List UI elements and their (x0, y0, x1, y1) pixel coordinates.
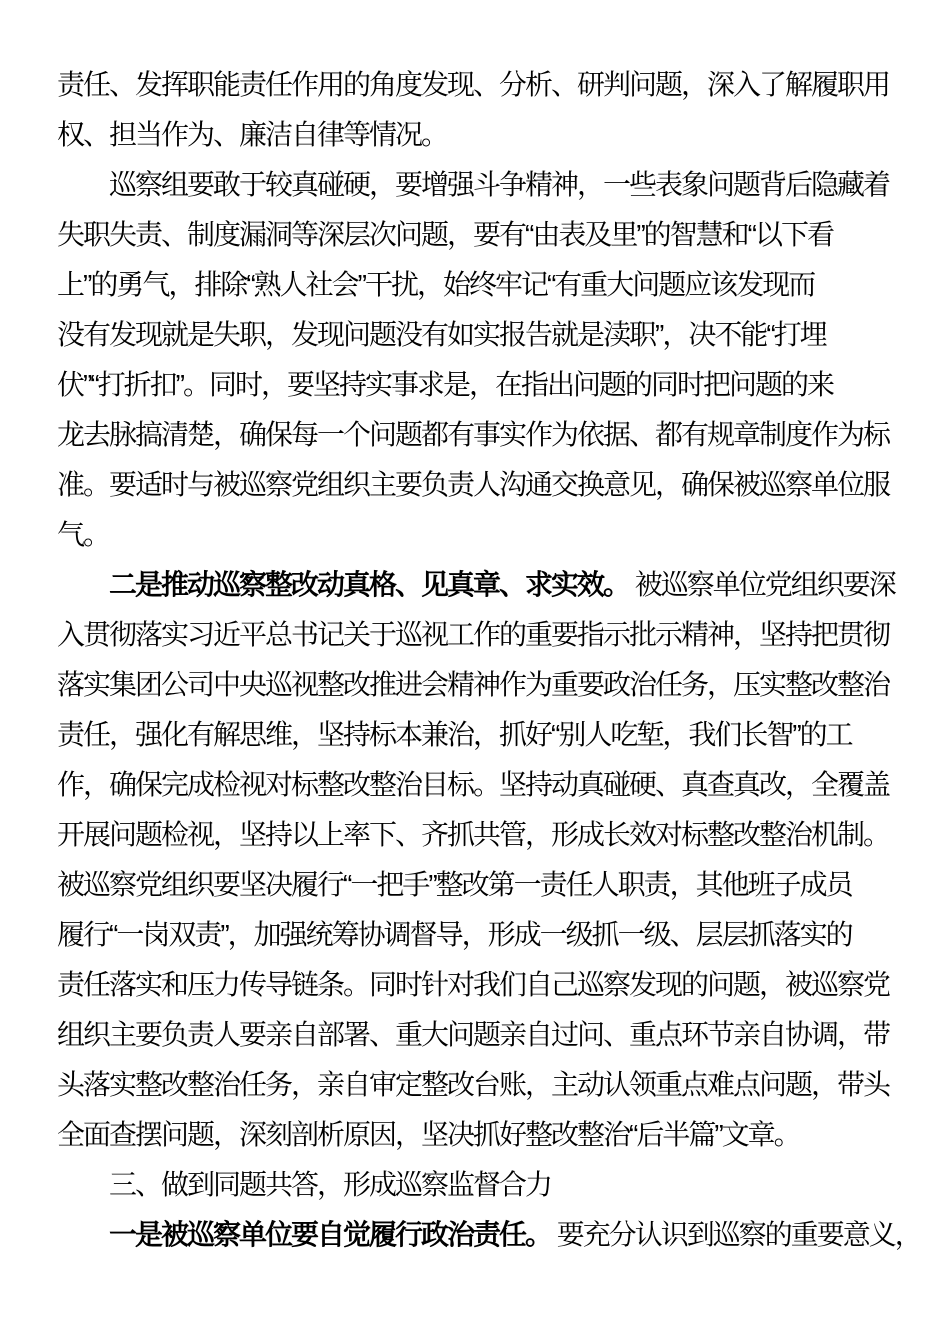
text-line (57, 410, 893, 460)
line-text: 责任落实和压力传导链条。同时针对我们自己巡察发现的问题，被巡察党 (57, 969, 890, 1000)
text-line (57, 810, 893, 860)
line-text: 没有发现就是失职，发现问题没有如实报告就是渎职”，决不能“打埋 (57, 319, 826, 350)
line-text: 三、做到同题共答，形成巡察监督合力 (109, 1169, 552, 1200)
text-line (57, 310, 893, 360)
line-text: 落实集团公司中央巡视整改推进会精神作为重要政治任务，压实整改整治 (57, 669, 890, 700)
text-line (57, 710, 893, 760)
line-text: 入贯彻落实习近平总书记关于巡视工作的重要指示批示精神，坚持把贯彻 (57, 619, 890, 650)
text-line (57, 1060, 893, 1110)
line-text: 失职失责、制度漏洞等深层次问题，要有“由表及里”的智慧和“以下看 (57, 219, 833, 250)
text-line (57, 1110, 893, 1160)
emphasis-text: 二是推动巡察整改动真格、见真章、求实效。 (109, 569, 630, 600)
text-line (57, 560, 893, 610)
line-text: 履行“一岗双责”，加强统筹协调督导，形成一级抓一级、层层抓落实的 (57, 919, 852, 950)
text-line (57, 1210, 921, 1260)
text-line (57, 160, 893, 210)
text-line (57, 1010, 893, 1060)
line-text: 准。要适时与被巡察党组织主要负责人沟通交换意见，确保被巡察单位服 (57, 469, 890, 500)
line-text: 全面查摆问题，深刻剖析原因，坚决抓好整改整治“后半篇”文章。 (57, 1119, 800, 1150)
text-line (57, 910, 893, 960)
text-line (57, 960, 893, 1010)
line-text: 权、担当作为、廉洁自律等情况。 (57, 119, 448, 150)
text-line (57, 760, 893, 810)
line-text: 头落实整改整治任务，亲自审定整改台账，主动认领重点难点问题，带头 (57, 1069, 890, 1100)
line-text: 巡察组要敢于较真碰硬，要增强斗争精神，一些表象问题背后隐藏着 (109, 169, 890, 200)
line-text: 上”的勇气，排除“熟人社会”干扰，始终牢记“有重大问题应该发现而 (57, 269, 815, 300)
line-text: 责任，强化有解思维，坚持标本兼治，抓好“别人吃堑，我们长智”的工 (57, 719, 852, 750)
text-line (57, 360, 893, 410)
text-line (57, 110, 893, 160)
line-text: 气。 (57, 519, 110, 550)
line-text: 被巡察单位党组织要深 (634, 569, 895, 600)
text-line (57, 1160, 893, 1210)
line-text: 伏”“打折扣”。同时，要坚持实事求是，在指出问题的同时把问题的来 (57, 369, 833, 400)
text-line (57, 660, 893, 710)
line-text: 责任、发挥职能责任作用的角度发现、分析、研判问题，深入了解履职用 (57, 69, 890, 100)
text-line (57, 60, 893, 110)
emphasis-text: 一是被巡察单位要自觉履行政治责任。 (109, 1219, 552, 1250)
text-line (57, 210, 893, 260)
line-text: 被巡察党组织要坚决履行“一把手”整改第一责任人职责，其他班子成员 (57, 869, 852, 900)
document-body (57, 60, 921, 1260)
line-text: 组织主要负责人要亲自部署、重大问题亲自过问、重点环节亲自协调，带 (57, 1019, 890, 1050)
text-line (57, 260, 893, 310)
text-line (57, 860, 893, 910)
text-line (57, 610, 893, 660)
line-text: 开展问题检视，坚持以上率下、齐抓共管，形成长效对标整改整治机制。 (57, 819, 890, 850)
text-line (57, 510, 893, 560)
line-text: 要充分认识到巡察的重要意义， (556, 1219, 921, 1250)
line-text: 龙去脉搞清楚，确保每一个问题都有事实作为依据、都有规章制度作为标 (57, 419, 890, 450)
line-text: 作，确保完成检视对标整改整治目标。坚持动真碰硬、真查真改，全覆盖 (57, 769, 890, 800)
text-line (57, 460, 893, 510)
